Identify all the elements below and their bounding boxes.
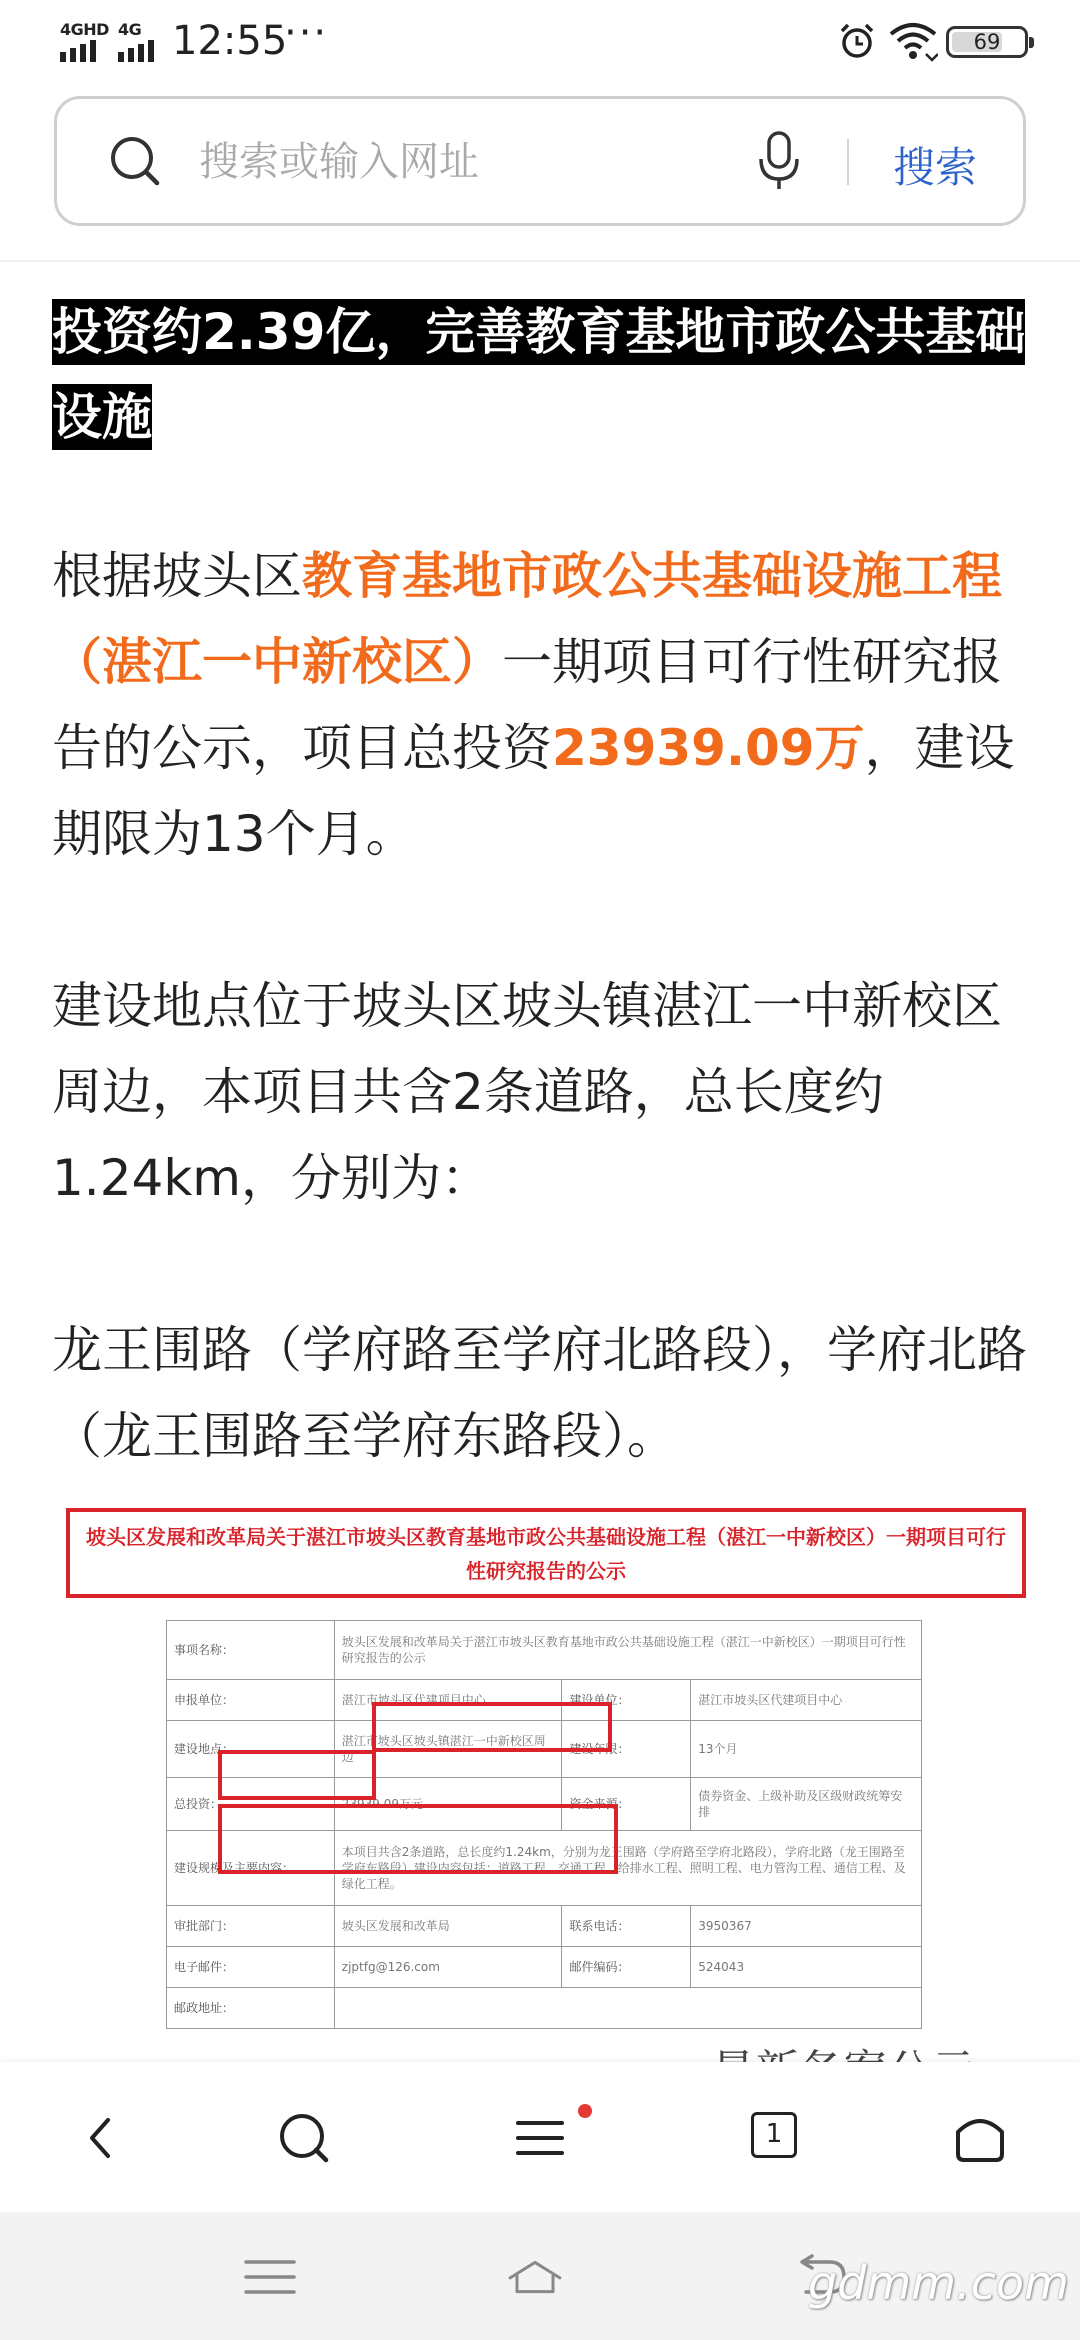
browser-toolbar [0, 2062, 1080, 2212]
table-key: 建设地点： [167, 1721, 335, 1778]
notice-image[interactable] [60, 1500, 1030, 2060]
article-body [52, 290, 1032, 1479]
battery-level: 69 [973, 30, 1001, 54]
notification-dot [578, 2104, 592, 2118]
more-notifications-icon: ··· [284, 10, 329, 56]
table-key: 建设年限： [562, 1721, 691, 1778]
highlight-box-scope [218, 1804, 618, 1874]
table-value: 本项目共含2条道路，总长度约1.24km，分别为龙王围路（学府路至学府北路段），学府北路（龙王围路至学府东路段）建设内容包括：道路工程、交通工程、给排水工程、照明工程、电力管沟工程、通信工程、及绿化工程。 [334, 1831, 921, 1906]
clock: 12:55 [172, 18, 288, 64]
status-bar [0, 0, 1080, 84]
paragraph: 龙王围路（学府路至学府北路段），学府北路（龙王围路至学府东路段）。 [52, 1321, 1027, 1465]
highlight-box-investment [218, 1750, 376, 1800]
table-row [167, 1621, 922, 1680]
divider [847, 139, 849, 185]
table-key: 事项名称： [167, 1621, 335, 1680]
back-button[interactable] [72, 2108, 132, 2168]
search-icon [274, 2108, 334, 2168]
table-value [334, 1988, 921, 2029]
address-bar[interactable] [54, 96, 1026, 226]
paragraph [52, 533, 1032, 877]
tabs-count: 1 [765, 2119, 783, 2149]
back-arrow-icon [72, 2108, 132, 2168]
tabs-button[interactable] [751, 2112, 797, 2158]
table-value: 债券资金、上级补助及区级财政统筹安排 [691, 1778, 922, 1831]
table-value: 3950367 [691, 1906, 922, 1947]
menu-icon [510, 2108, 570, 2168]
table-key: 联系电话： [562, 1906, 691, 1947]
table-row [167, 1988, 922, 2029]
text: 根据坡头区 [52, 547, 302, 605]
table-value: 23939.09万元 [334, 1778, 562, 1831]
search-toolbar-button[interactable] [274, 2108, 334, 2168]
table-row [167, 1947, 922, 1988]
table-row [167, 1906, 922, 1947]
table-key: 申报单位： [167, 1680, 335, 1721]
text: ，建设期限为13个月。 [52, 719, 1015, 863]
notice-title: 坡头区发展和改革局关于湛江市坡头区教育基地市政公共基础设施工程（湛江一中新校区）一期项目可行性研究报告的公示 [66, 1508, 1026, 1598]
signal-label: 4GHD [60, 20, 109, 39]
home-icon [950, 2108, 1010, 2168]
table-key: 资金来源： [562, 1778, 691, 1831]
search-input[interactable] [197, 131, 761, 193]
recent-apps-button[interactable] [240, 2252, 300, 2302]
divider [0, 260, 1080, 262]
microphone-icon[interactable] [753, 129, 805, 193]
menu-button[interactable] [510, 2108, 570, 2168]
table-key: 电子邮件： [167, 1947, 335, 1988]
table-key: 邮件编码： [562, 1947, 691, 1988]
table-value: zjptfg@126.com [334, 1947, 562, 1988]
watermark: gdmm.com [808, 2256, 1069, 2310]
highlight-project-name: 教育基地市政公共基础设施工程（湛江一中新校区） [52, 547, 1002, 691]
search-button[interactable]: 搜索 [893, 143, 978, 192]
alarm-icon [838, 22, 876, 60]
headline-text: 投资约2.39亿，完善教育基地市政公共基础设施 [52, 299, 1025, 450]
section-headline [52, 290, 1032, 460]
wifi-icon [888, 20, 938, 62]
table-value: 524043 [691, 1947, 922, 1988]
highlight-investment: 23939.09万 [552, 719, 865, 777]
table-value: 湛江市坡头区代建项目中心 [691, 1680, 922, 1721]
table-value: 13个月 [691, 1721, 922, 1778]
home-button[interactable] [950, 2108, 1010, 2168]
table-value: 湛江市坡头区坡头镇湛江一中新校区周边 [334, 1721, 562, 1778]
highlight-box-period [372, 1702, 612, 1752]
home-nav-button[interactable] [505, 2252, 565, 2302]
signal-label: 4G [118, 20, 142, 39]
table-key: 建设规模及主要内容： [167, 1831, 335, 1906]
search-icon [107, 133, 163, 189]
table-key: 总投资： [167, 1778, 335, 1831]
battery-icon [946, 26, 1028, 58]
text: 一期项目可行性研究报告的公示，项目总投资 [52, 633, 1002, 777]
table-value: 坡头区发展和改革局 [334, 1906, 562, 1947]
table-key: 审批部门： [167, 1906, 335, 1947]
table-value: 湛江市坡头区代建项目中心 [334, 1680, 562, 1721]
paragraph: 建设地点位于坡头区坡头镇湛江一中新校区周边，本项目共含2条道路，总长度约1.24km，分别为： [52, 977, 1002, 1207]
table-value: 坡头区发展和改革局关于湛江市坡头区教育基地市政公共基础设施工程（湛江一中新校区）一期项目可行性研究报告的公示 [334, 1621, 921, 1680]
table-key: 邮政地址： [167, 1988, 335, 2029]
table-key: 建设单位： [562, 1680, 691, 1721]
